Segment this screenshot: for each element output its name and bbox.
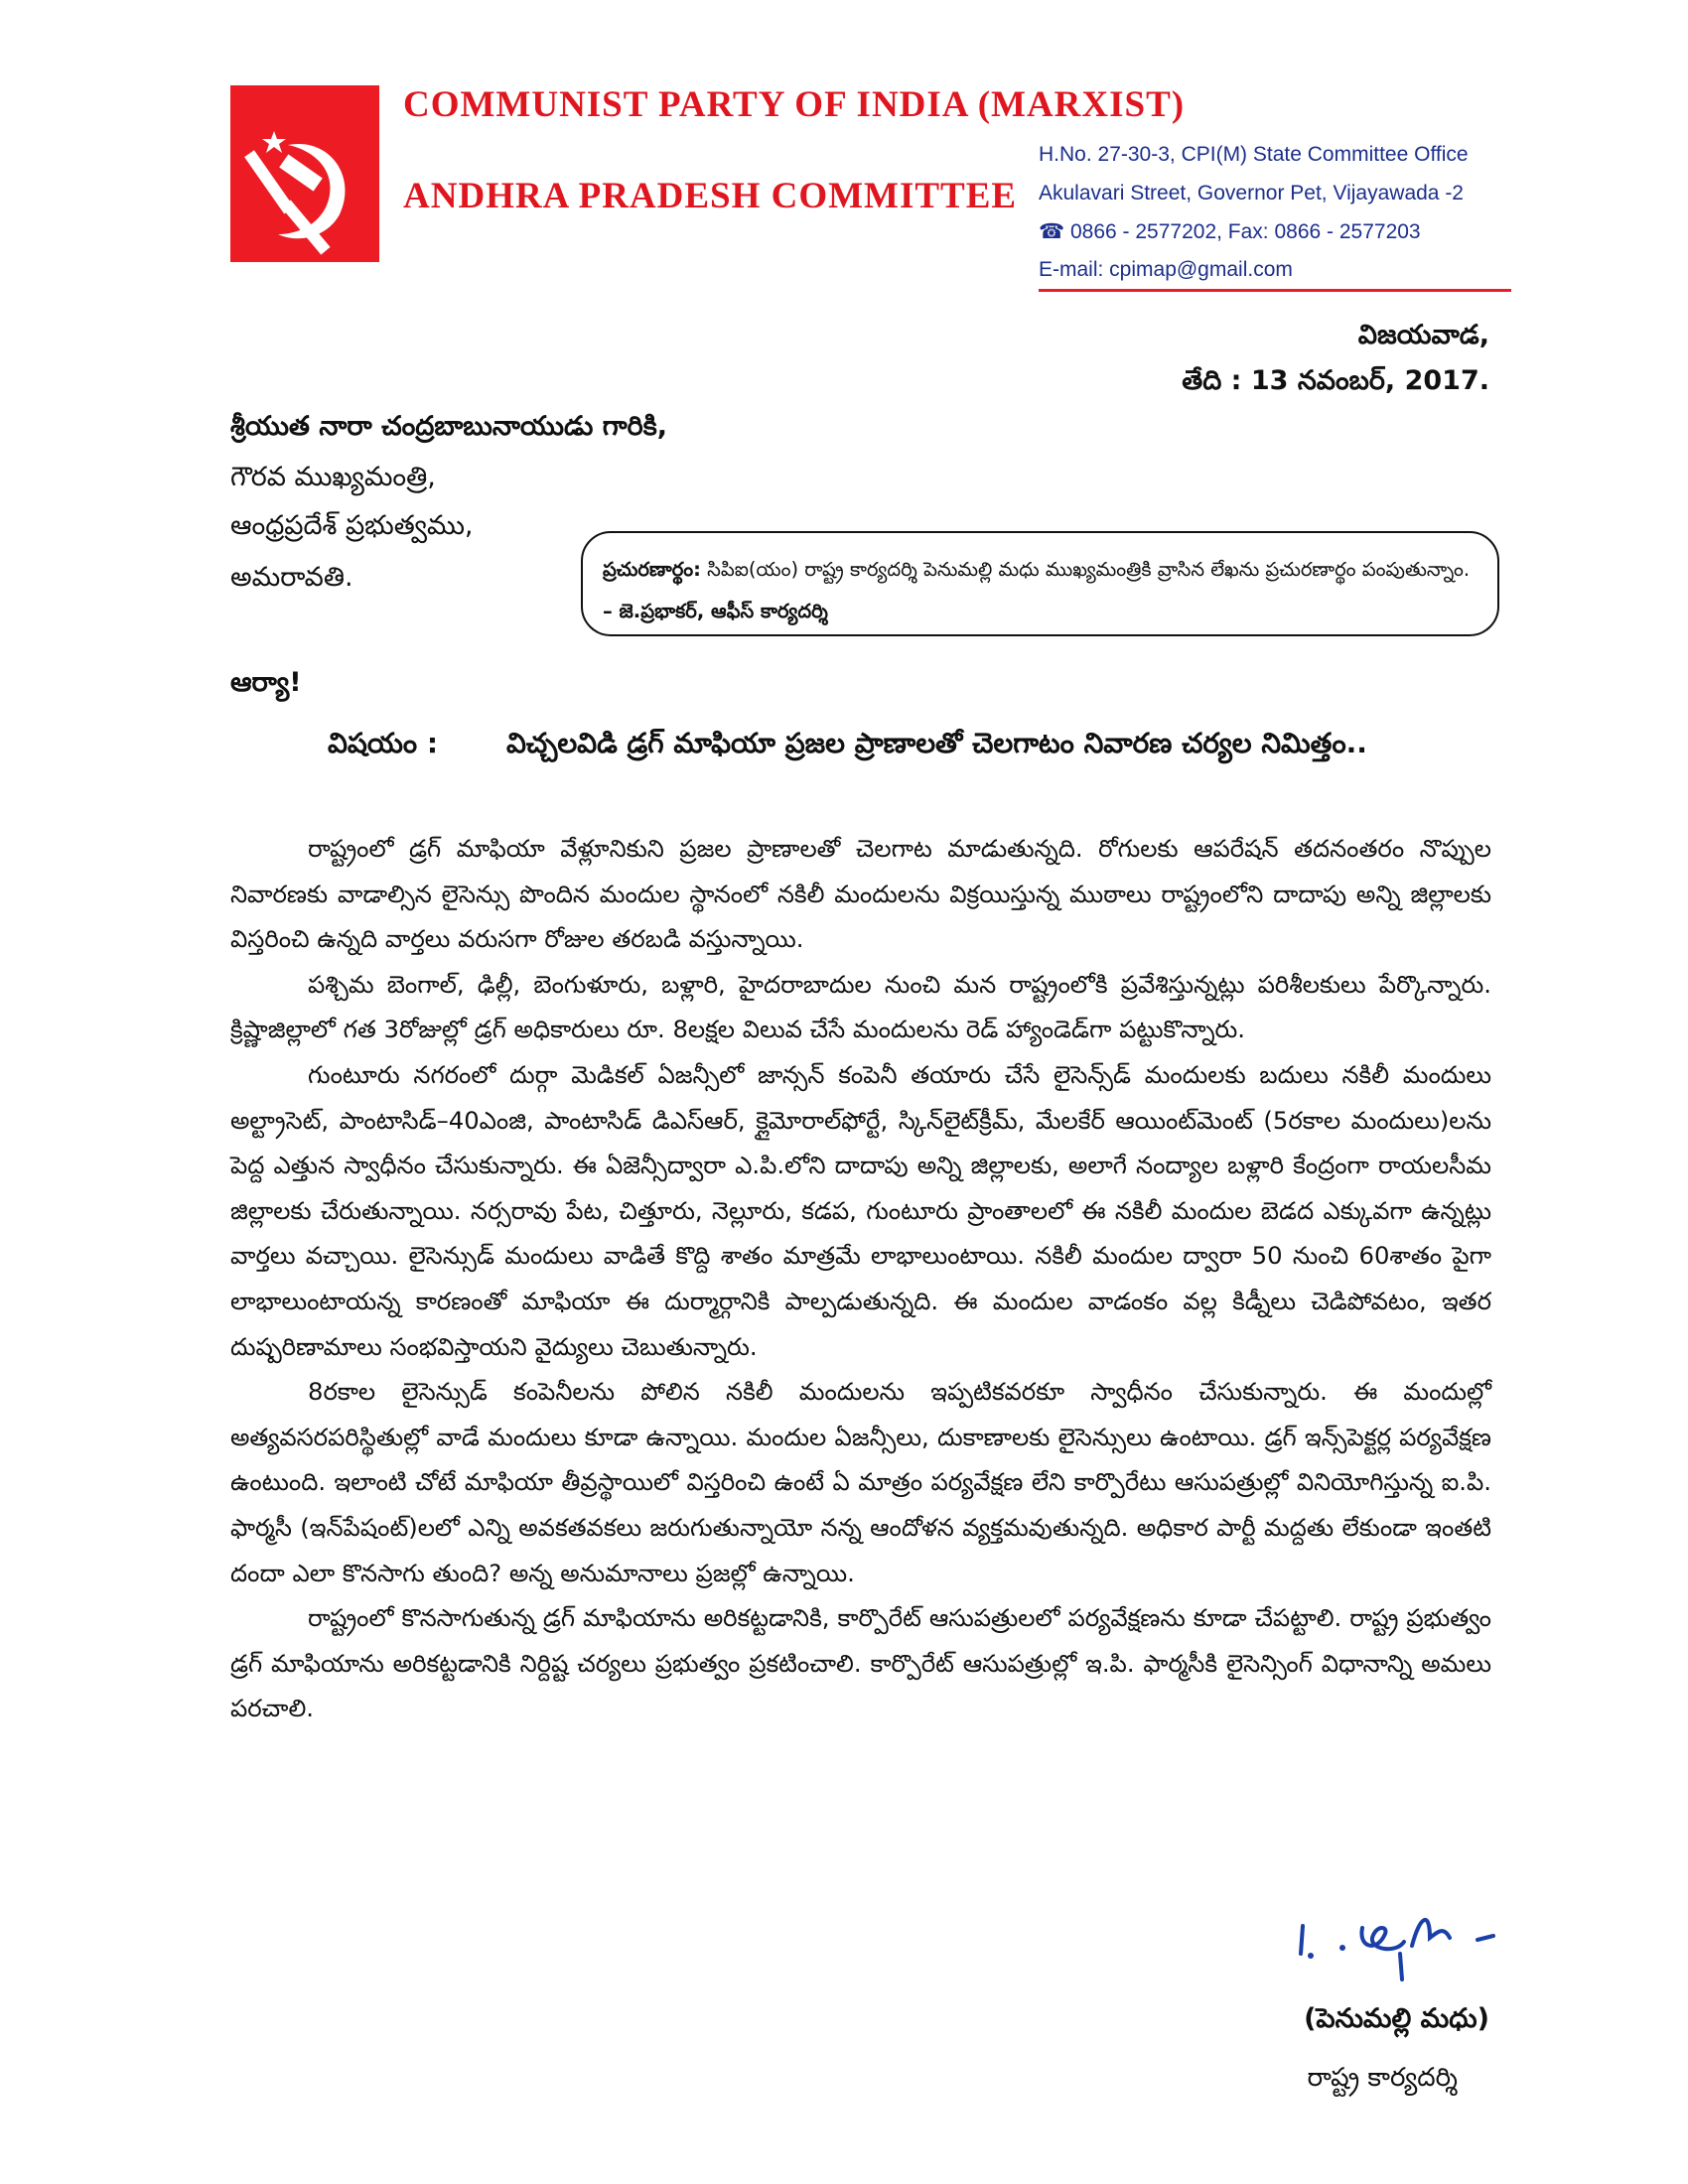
press-note-sender: – జె.ప్రభాకర్, ఆఫీస్ కార్యదర్శి	[603, 600, 828, 622]
subject-label: విషయం :	[328, 727, 439, 759]
address-line-1: H.No. 27-30-3, CPI(M) State Committee Office	[1039, 143, 1469, 166]
body-paragraph: గుంటూరు నగరంలో దుర్గా మెడికల్ ఏజన్సీలో జాన్సన్ కంపెనీ తయారు చేసే లైసెన్స్‌డ్ మందులకు బదులు నకిలీ మందులు అల్ట్రాసెట్, పాంటాసిడ్–40ఎంజి, పాంటాసిడ్ డిఎస్ఆర్, క్లైమోరాల్‌ఫోర్టే, స్కిన్‌లైట్‌క్రీమ్, మేలకేర్ ఆయింట్‌మెంట్ (5రకాల మందులు)లను పెద్ద ఎత్తున స్వాధీనం చేసుకున్నారు. ఈ ఏజెన్సీద్వారా ఎ.పి.లోని దాదాపు అన్ని జిల్లాలకు, అలాగే నంద్యాల బళ్లారి కేంద్రంగా రాయలసీమ జిల్లాలకు చేరుతున్నాయి. నర్సరావు పేట, చిత్తూరు, నెల్లూరు, కడప, గుంటూరు ప్రాంతాలలో ఈ నకిలీ మందుల బెడద ఎక్కువగా ఉన్నట్లు వార్తలు వచ్చాయి. లైసెన్సుడ్ మందులు వాడితే కొద్ది శాతం మాత్రమే లాభాలుంటాయి. నకిలీ మందుల ద్వారా 50 నుంచి 60శాతం పైగా లాభాలుంటాయన్న కారణంతో మాఫియా ఈ దుర్మార్గానికి పాల్పడుతున్నది. ఈ మందుల వాడంకం వల్ల కిడ్నీలు చెడిపోవటం, ఇతర దుష్పరిణామాలు సంభవిస్తాయని వైద్యులు చెబుతున్నారు.	[230, 1059, 1491, 1361]
signatory-name: (పెనుమల్లి మధు)	[1304, 2003, 1489, 2034]
place: విజయవాడ,	[1357, 320, 1489, 350]
address-line-2: Akulavari Street, Governor Pet, Vijayawada -2	[1039, 182, 1464, 205]
email-address: E-mail: cpimap@gmail.com	[1039, 258, 1293, 281]
body-paragraph: రాష్ట్రంలో కొనసాగుతున్న డ్రగ్ మాఫియాను అరికట్టడానికి, కార్పొరేట్ ఆసుపత్రులలో పర్యవేక్షణను కూడా చేపట్టాలి. రాష్ట్ర ప్రభుత్వం డ్రగ్ మాఫియాను అరికట్టడానికి నిర్దిష్ట చర్యలు ప్రభుత్వం ప్రకటించాలి. కార్పొరేట్ ఆసుపత్రుల్లో ఇ.పి. ఫార్మసీకి లైసెన్సింగ్ విధానాన్ని అమలు పరచాలి.	[230, 1603, 1491, 1723]
letter-body	[230, 826, 1491, 1731]
body-paragraph: రాష్ట్రంలో డ్రగ్ మాఫియా వేళ్లూనికుని ప్రజల ప్రాణాలతో చెలగాట మాడుతున్నది. రోగులకు ఆపరేషన్ తదనంతరం నొప్పుల నివారణకు వాడాల్సిన లైసెన్సు పొందిన మందుల స్థానంలో నకిలీ మందులను విక్రయిస్తున్న ముఠాలు రాష్ట్రంలోని దాదాపు అన్ని జిల్లాలకు విస్తరించి ఉన్నది వార్తలు వరుసగా రోజుల తరబడి వస్తున్నాయి.	[230, 834, 1491, 954]
hammer-sickle-star-icon	[230, 85, 379, 262]
letter-date: తేది : 13 నవంబర్, 2017.	[1182, 365, 1489, 396]
signatory-designation: రాష్ట్ర కార్యదర్శి	[1307, 2063, 1458, 2093]
press-note-label: ప్రచురణార్థం:	[603, 558, 701, 581]
org-name: COMMUNIST PARTY OF INDIA (MARXIST)	[403, 84, 1186, 125]
press-note-box	[581, 531, 1499, 636]
letterhead-divider	[1039, 289, 1511, 292]
recipient-government: ఆంధ్రప్రదేశ్ ప్రభుత్వము,	[230, 510, 474, 541]
subject-text: విచ్చలవిడి డ్రగ్ మాఫియా ప్రజల ప్రాణాలతో చెలగాటం నివారణ చర్యల నిమిత్తం..	[506, 727, 1367, 759]
phone-fax: ☎ 0866 - 2577202, Fax: 0866 - 2577203	[1039, 220, 1421, 243]
body-paragraph: పశ్చిమ బెంగాల్, ఢిల్లీ, బెంగుళూరు, బళ్లారి, హైదరాబాదుల నుంచి మన రాష్ట్రంలోకి ప్రవేశిస్తున్నట్లు పరిశీలకులు పేర్కొన్నారు. క్రిష్ణాజిల్లాలో గత 3రోజుల్లో డ్రగ్ అధికారులు రూ. 8లక్షల విలువ చేసే మందులను రెడ్ హ్యాండెడ్‌గా పట్టుకొన్నారు.	[230, 969, 1491, 1044]
salutation: ఆర్యా!	[230, 667, 302, 698]
recipient-title: గౌరవ ముఖ్యమంత్రి,	[230, 462, 436, 492]
press-note-text: సిపిఐ(యం) రాష్ట్ర కార్యదర్శి పెనుమల్లి మధు ముఖ్యమంత్రికి వ్రాసిన లేఖను ప్రచురణార్థం పంపుతున్నాం.	[707, 558, 1471, 581]
recipient-name: శ్రీయుత నారా చంద్రబాబునాయుడు గారికి,	[230, 411, 667, 442]
recipient-city: అమరావతి.	[230, 562, 353, 593]
party-logo	[230, 85, 379, 262]
committee-name: ANDHRA PRADESH COMMITTEE	[403, 176, 1018, 216]
body-paragraph: 8రకాల లైసెన్సుడ్ కంపెనీలను పోలిన నకిలీ మందులను ఇప్పటికవరకూ స్వాధీనం చేసుకున్నారు. ఈ మందుల్లో అత్యవసరపరిస్థితుల్లో వాడే మందులు కూడా ఉన్నాయి. మందుల ఏజన్సీలు, దుకాణాలకు లైసెన్సులు ఉంటాయి. డ్రగ్ ఇన్స్‌పెక్టర్ల పర్యవేక్షణ ఉంటుంది. ఇలాంటి చోటే మాఫియా తీవ్రస్థాయిలో విస్తరించి ఉంటే ఏ మాత్రం పర్యవేక్షణ లేని కార్పొరేటు ఆసుపత్రుల్లో వినియోగిస్తున్న ఐ.పి. ఫార్మసీ (ఇన్‌పేషంట్)లలో ఎన్ని అవకతవకలు జరుగుతున్నాయో నన్న ఆందోళన వ్యక్తమవుతున్నది. అధికార పార్టీ మద్దతు లేకుండా ఇంతటి దందా ఎలా కొనసాగు తుంది? అన్న అనుమానాలు ప్రజల్లో ఉన్నాయి.	[230, 1377, 1491, 1587]
handwritten-signature	[1281, 1896, 1519, 1985]
